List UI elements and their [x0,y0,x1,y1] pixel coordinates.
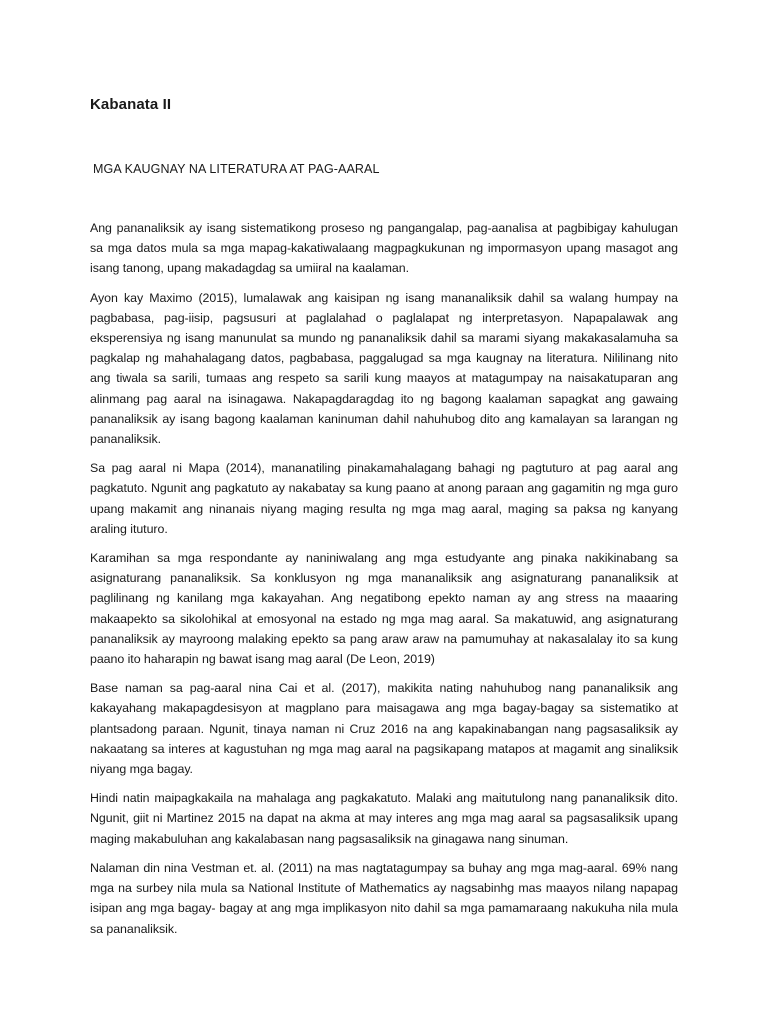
section-title: MGA KAUGNAY NA LITERATURA AT PAG-AARAL [93,162,380,176]
paragraph: Nalaman din nina Vestman et. al. (2011) na mas nagtatagumpay sa buhay ang mga mag-aaral. 69% nang mga na surbey nila mula sa National Institute of Mathematics ay nagsabinhg mas maayos nilang napapag isipan ang mga bagay- bagay at ang mga implikasyon nito dahil sa mga pamamaraang nakukuha nila mula sa pananaliksik. [90,860,678,936]
paragraph: Base naman sa pag-aaral nina Cai et al. (2017), makikita nating nahuhubog nang pananaliksik ang kakayahang makapagdesisyon at magplano para maisagawa ang mga bagay-bagay sa sistematiko at plantsadong paraan. Ngunit, tinaya naman ni Cruz 2016 na ang kapakinabangan nang pagsasaliksik ay nakaatang sa interes at kagustuhan ng mga mag aaral na pagsikapang matapos at magamit ang sinaliksik niyang mga bagay. [90,681,678,777]
document-body [90,218,678,948]
paragraph: Sa pag aaral ni Mapa (2014), mananatiling pinakamahalagang bahagi ng pagtuturo at pag aaral ang pagkatuto. Ngunit ang pagkatuto ay nakabatay sa kung paano at anong paraan ang gagamitin ng mga guro upang makamit ang ninanais niyang maging resulta ng mga mag aaral, maging sa paksa ng kanyang araling ituturo. [90,461,678,536]
paragraph: Ayon kay Maximo (2015), lumalawak ang kaisipan ng isang mananaliksik dahil sa walang humpay na pagbabasa, pag-iisip, pagsusuri at paglalahad o paglalapat ng interpretasyon. Napapalawak ang eksperensiya ng isang manunulat sa mundo ng pananaliksik dahil sa marami siyang makakasalamuha sa pagkalap ng mahahalagang datos, pagbabasa, paggalugad sa mga kaugnay na literatura. Nililinang nito ang tiwala sa sarili, tumaas ang respeto sa sarili kung maayos at matagumpay na naisakatuparan ang alinmang pag aaral na isinagawa. Nakapagdaragdag ito ng bagong kaalaman sapagkat ang gawaing pananaliksik ay isang bagong kaalaman kaninuman dahil nahuhubog dito ang kamalayan sa larangan ng pananaliksik. [90,290,678,447]
paragraph: Hindi natin maipagkakaila na mahalaga ang pagkakatuto. Malaki ang maitutulong nang pananaliksik dito. Ngunit, giit ni Martinez 2015 na dapat na akma at may interes ang mga mag aaral sa pagsasaliksik upang maging makabuluhan ang kakalabasan nang pagsasaliksik na ginagawa nang sinuman. [90,791,678,846]
chapter-heading: Kabanata II [90,96,172,113]
paragraph: Ang pananaliksik ay isang sistematikong proseso ng pangangalap, pag-aanalisa at pagbibigay kahulugan sa mga datos mula sa mga mapag-kakatiwalaang magpagkukunan ng impormasyon upang masagot ang isang tanong, upang makadagdag sa umiiral na kaalaman. [90,221,678,276]
paragraph: Karamihan sa mga respondante ay naniniwalang ang mga estudyante ang pinaka nakikinabang sa asignaturang pananaliksik. Sa konklusyon ng mga mananaliksik ang asignaturang pananaliksik at paglilinang ng kanilang mga kakayahan. Ang negatibong epekto naman ay ang stress na maaaring makaapekto sa sikolohikal at emosyonal na estado ng mga mag aaral. Sa makatuwid, ang asignaturang pananaliksik ay mayroong malaking epekto sa pang araw araw na pamumuhay at nakasalalay ito sa kung paano ito haharapin ng bawat isang mag aaral (De Leon, 2019) [90,551,678,667]
